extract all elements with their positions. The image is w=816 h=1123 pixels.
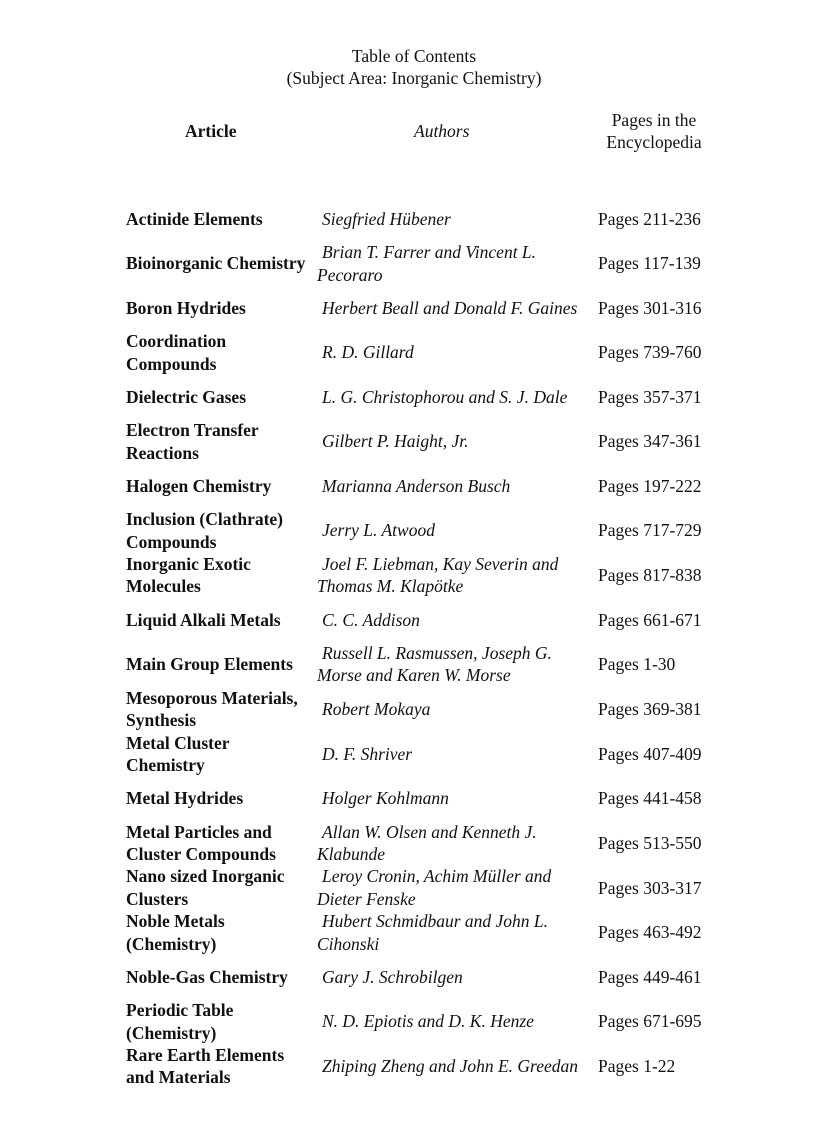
table-row bbox=[122, 197, 728, 241]
authors-cell bbox=[312, 642, 596, 687]
authors-cell bbox=[312, 865, 596, 910]
article-title: Coordination Compounds bbox=[126, 331, 227, 374]
article-title: Nano sized Inorganic Clusters bbox=[126, 866, 285, 909]
article-title: Periodic Table (Chemistry) bbox=[126, 1000, 234, 1043]
article-authors: L. G. Christophorou and S. J. Dale bbox=[322, 386, 568, 407]
article-title: Dielectric Gases bbox=[126, 386, 247, 407]
table-row bbox=[122, 955, 728, 999]
authors-cell bbox=[312, 910, 596, 955]
table-row bbox=[122, 598, 728, 642]
column-header-pages-line2: Encyclopedia bbox=[606, 132, 702, 152]
article-pages: Pages 661-671 bbox=[598, 609, 702, 630]
table-row bbox=[122, 419, 728, 464]
table-row bbox=[122, 732, 728, 777]
article-authors: Leroy Cronin, Achim Müller and Dieter Fenske bbox=[317, 866, 552, 909]
article-authors: Hubert Schmidbaur and John L. Cihonski bbox=[317, 911, 549, 954]
article-authors: Robert Mokaya bbox=[322, 699, 431, 720]
article-title: Noble-Gas Chemistry bbox=[126, 966, 288, 987]
authors-cell bbox=[312, 330, 596, 375]
contents-table bbox=[122, 197, 728, 1089]
authors-cell bbox=[312, 419, 596, 464]
table-row bbox=[122, 687, 728, 732]
table-row bbox=[122, 865, 728, 910]
article-pages: Pages 197-222 bbox=[598, 475, 702, 496]
article-pages: Pages 441-458 bbox=[598, 788, 702, 809]
article-authors: Holger Kohlmann bbox=[322, 788, 449, 809]
article-title: Bioinorganic Chemistry bbox=[126, 253, 306, 274]
article-pages: Pages 117-139 bbox=[598, 253, 701, 274]
article-pages: Pages 303-317 bbox=[598, 877, 702, 898]
table-row bbox=[122, 330, 728, 375]
table-row bbox=[122, 286, 728, 330]
authors-cell bbox=[312, 732, 596, 777]
authors-cell bbox=[312, 508, 596, 553]
table-row bbox=[122, 553, 728, 598]
article-title: Rare Earth Elements and Materials bbox=[126, 1045, 285, 1088]
table-row bbox=[122, 1044, 728, 1089]
article-title: Metal Hydrides bbox=[126, 788, 244, 809]
contents-table-body bbox=[122, 197, 728, 1089]
column-header-authors: Authors bbox=[414, 121, 470, 141]
article-authors: Joel F. Liebman, Kay Severin and Thomas M. Klapötke bbox=[317, 554, 559, 597]
authors-cell bbox=[312, 241, 596, 286]
article-title: Halogen Chemistry bbox=[126, 475, 272, 496]
document-title-block bbox=[0, 45, 816, 89]
article-title: Actinide Elements bbox=[126, 208, 263, 229]
article-pages: Pages 463-492 bbox=[598, 922, 702, 943]
article-pages: Pages 449-461 bbox=[598, 966, 702, 987]
article-pages: Pages 513-550 bbox=[598, 832, 702, 853]
article-title: Main Group Elements bbox=[126, 654, 293, 675]
article-authors: Marianna Anderson Busch bbox=[322, 475, 511, 496]
article-authors: Siegfried Hübener bbox=[322, 208, 451, 229]
table-row bbox=[122, 642, 728, 687]
column-header-article: Article bbox=[185, 121, 237, 141]
document-title: Table of Contents bbox=[351, 46, 477, 66]
table-row bbox=[122, 821, 728, 866]
article-pages: Pages 357-371 bbox=[598, 386, 702, 407]
article-authors: Allan W. Olsen and Kenneth J. Klabunde bbox=[317, 821, 537, 865]
article-pages: Pages 739-760 bbox=[598, 342, 702, 363]
article-pages: Pages 1-22 bbox=[598, 1056, 676, 1077]
article-pages: Pages 407-409 bbox=[598, 743, 702, 764]
authors-cell bbox=[312, 687, 596, 732]
column-header-pages bbox=[590, 109, 718, 153]
article-title: Inclusion (Clathrate) Compounds bbox=[126, 509, 284, 552]
authors-cell bbox=[312, 197, 596, 241]
table-row bbox=[122, 776, 728, 820]
table-row bbox=[122, 999, 728, 1044]
authors-cell bbox=[312, 598, 596, 642]
article-pages: Pages 301-316 bbox=[598, 297, 702, 318]
article-authors: Gary J. Schrobilgen bbox=[322, 966, 463, 987]
article-title: Noble Metals (Chemistry) bbox=[126, 911, 225, 954]
article-pages: Pages 717-729 bbox=[598, 520, 702, 541]
article-pages: Pages 211-236 bbox=[598, 208, 701, 229]
authors-cell bbox=[312, 955, 596, 999]
authors-cell bbox=[312, 553, 596, 598]
article-pages: Pages 1-30 bbox=[598, 654, 676, 675]
article-title: Electron Transfer Reactions bbox=[126, 420, 259, 463]
article-title: Mesoporous Materials, Synthesis bbox=[126, 687, 298, 731]
article-authors: D. F. Shriver bbox=[322, 743, 413, 764]
article-title: Metal Particles and Cluster Compounds bbox=[126, 821, 276, 865]
table-row bbox=[122, 464, 728, 508]
table-row bbox=[122, 910, 728, 955]
article-authors: C. C. Addison bbox=[322, 609, 420, 630]
article-title: Liquid Alkali Metals bbox=[126, 609, 281, 630]
article-pages: Pages 817-838 bbox=[598, 565, 702, 586]
article-authors: Zhiping Zheng and John E. Greedan bbox=[322, 1056, 578, 1077]
table-row bbox=[122, 375, 728, 419]
authors-cell bbox=[312, 999, 596, 1044]
article-authors: Brian T. Farrer and Vincent L. Pecoraro bbox=[317, 242, 537, 285]
table-row bbox=[122, 508, 728, 553]
article-title: Inorganic Exotic Molecules bbox=[126, 554, 251, 597]
authors-cell bbox=[312, 821, 596, 866]
article-authors: Gilbert P. Haight, Jr. bbox=[322, 431, 469, 452]
article-authors: Jerry L. Atwood bbox=[322, 520, 435, 541]
article-authors: N. D. Epiotis and D. K. Henze bbox=[322, 1011, 534, 1032]
article-title: Metal Cluster Chemistry bbox=[126, 732, 230, 776]
document-subtitle: (Subject Area: Inorganic Chemistry) bbox=[286, 68, 542, 88]
article-authors: Herbert Beall and Donald F. Gaines bbox=[322, 297, 578, 318]
authors-cell bbox=[312, 1044, 596, 1089]
authors-cell bbox=[312, 375, 596, 419]
article-authors: R. D. Gillard bbox=[322, 342, 414, 363]
article-pages: Pages 369-381 bbox=[598, 699, 702, 720]
column-header-pages-line1: Pages in the bbox=[611, 110, 697, 130]
article-pages: Pages 347-361 bbox=[598, 431, 702, 452]
article-title: Boron Hydrides bbox=[126, 297, 246, 318]
authors-cell bbox=[312, 776, 596, 820]
article-pages: Pages 671-695 bbox=[598, 1011, 702, 1032]
table-row bbox=[122, 241, 728, 286]
authors-cell bbox=[312, 286, 596, 330]
article-authors: Russell L. Rasmussen, Joseph G. Morse and Karen W. Morse bbox=[317, 643, 552, 686]
authors-cell bbox=[312, 464, 596, 508]
